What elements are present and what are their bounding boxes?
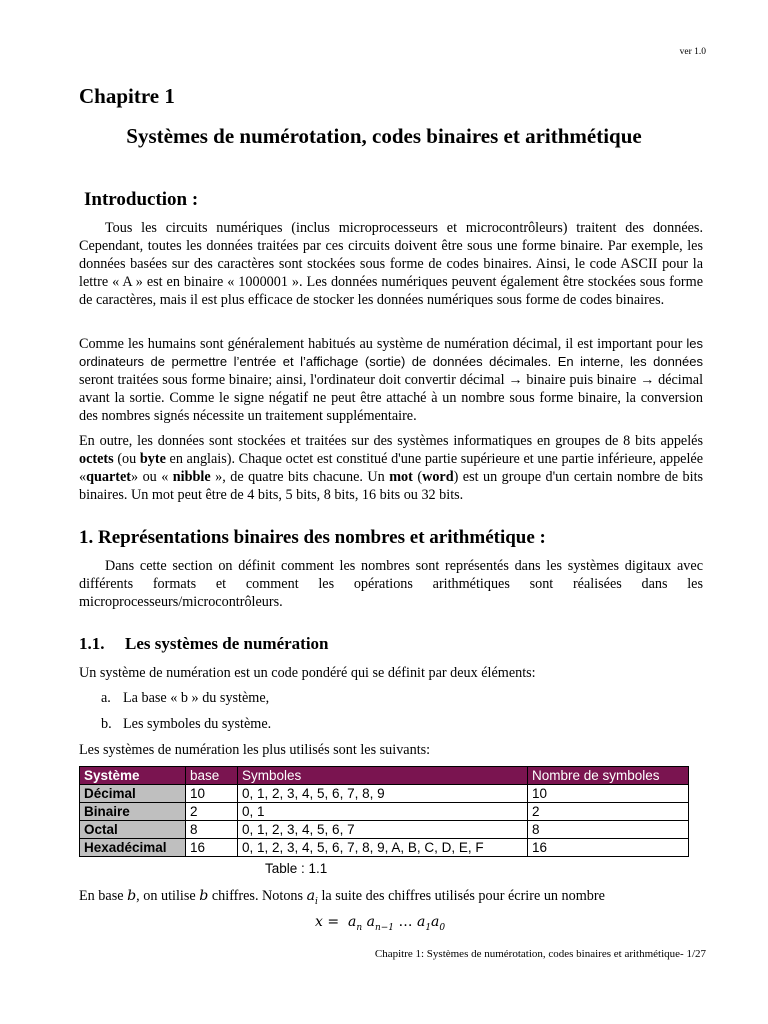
- table-cell: 8: [528, 821, 689, 839]
- table-header-cell: Système: [80, 767, 186, 785]
- chapter-title: Systèmes de numérotation, codes binaires et arithmétique: [126, 124, 642, 148]
- section-heading-1: 1. Représentations binaires des nombres et arithmétique :: [79, 527, 546, 548]
- table-cell: 2: [528, 803, 689, 821]
- number-formula: $x = a_n$ $a_{n-1}$ … $a_1a_0$: [315, 914, 446, 933]
- table-cell: 8: [186, 821, 238, 839]
- table-cell: 2: [186, 803, 238, 821]
- table-header-cell: Nombre de symboles: [528, 767, 689, 785]
- table-caption: Table : 1.1: [265, 861, 328, 876]
- table-row: [80, 803, 689, 821]
- numeration-table: [79, 766, 689, 857]
- table-cell: 0, 1, 2, 3, 4, 5, 6, 7, 8, 9, A, B, C, D, E, F: [238, 839, 528, 857]
- paragraph-table-intro: Les systèmes de numération les plus utilisés sont les suivants:: [79, 742, 431, 758]
- paragraph-definition: Un système de numération est un code pondéré qui se définit par deux éléments:: [79, 665, 536, 681]
- table-header-cell: Symboles: [238, 767, 528, 785]
- list-item: b. Les symboles du système.: [101, 716, 272, 732]
- list-item: a. La base « b » du système,: [101, 690, 270, 706]
- section-heading-1-1: 1.1. Les systèmes de numération: [79, 634, 329, 653]
- table-row: [80, 785, 689, 803]
- table-cell: 0, 1, 2, 3, 4, 5, 6, 7: [238, 821, 528, 839]
- page-footer: Chapitre 1: Systèmes de numérotation, codes binaires et arithmétique- 1/27: [374, 948, 706, 960]
- table-cell: 10: [528, 785, 689, 803]
- table-row: [80, 821, 689, 839]
- table-cell: 0, 1: [238, 803, 528, 821]
- table-cell: Binaire: [80, 803, 186, 821]
- table-cell: 10: [186, 785, 238, 803]
- table-cell: 16: [528, 839, 689, 857]
- table-cell: Octal: [80, 821, 186, 839]
- chapter-heading: Chapitre 1: [79, 84, 175, 108]
- table-row: [80, 839, 689, 857]
- table-cell: Hexadécimal: [80, 839, 186, 857]
- table-header-cell: base: [186, 767, 238, 785]
- paragraph-section1: Dans cette section on définit comment les nombres sont représentés dans les systèmes digitaux avec différents formats et comment les opérations arithmétiques sont réalisées dans les microprocesseurs/microcontrôleurs.: [79, 558, 703, 610]
- paragraph-decimal: Comme les humains sont généralement habitués au système de numération décimal, il est important pour les ordinateurs de permettre l’entrée et l’affichage (sortie) de données décimales. En interne, les données seront traitées sous forme binaire; ainsi, l'ordinateur doit convertir décimal → binaire puis binaire → décimal avant la sortie. Comme le signe négatif ne peut être attaché à un nombre sous forme binaire, la conversion des nombres signés nécessite un traitement supplémentaire.: [79, 336, 704, 424]
- table-header-row: [80, 767, 689, 785]
- version-label: ver 1.0: [679, 47, 706, 57]
- table-cell: Décimal: [80, 785, 186, 803]
- paragraph-base: En base b, on utilise b chiffres. Notons $a_i$ la suite des chiffres utilisés pour écrire un nombre: [79, 888, 605, 907]
- table-cell: 16: [186, 839, 238, 857]
- paragraph-intro: Tous les circuits numériques (inclus microprocesseurs et microcontrôleurs) traitent des données. Cependant, toutes les données traitées par ces circuits doivent être sous une forme binaire. Par exemple, les données basées sur des caractères sont stockées sous forme de codes binaires. Ainsi, le code ASCII pour la lettre « A » est en binaire « 1000001 ». Les données numériques peuvent également être stockées sous forme de caractères, mais il est plus efficace de stocker les données numériques sous forme de codes binaires.: [79, 220, 703, 308]
- table-cell: 0, 1, 2, 3, 4, 5, 6, 7, 8, 9: [238, 785, 528, 803]
- paragraph-octets: En outre, les données sont stockées et traitées sur des systèmes informatiques en groupes de 8 bits appelés octets (ou byte en anglais). Chaque octet est constitué d'une partie supérieure et une partie inférieure, appelée «quartet» ou « nibble », de quatre bits chacune. Un mot (word) est un groupe d'un certain nombre de bits binaires. Un mot peut être de 4 bits, 5 bits, 8 bits, 16 bits ou 32 bits.: [79, 433, 704, 503]
- intro-heading: Introduction :: [84, 189, 199, 210]
